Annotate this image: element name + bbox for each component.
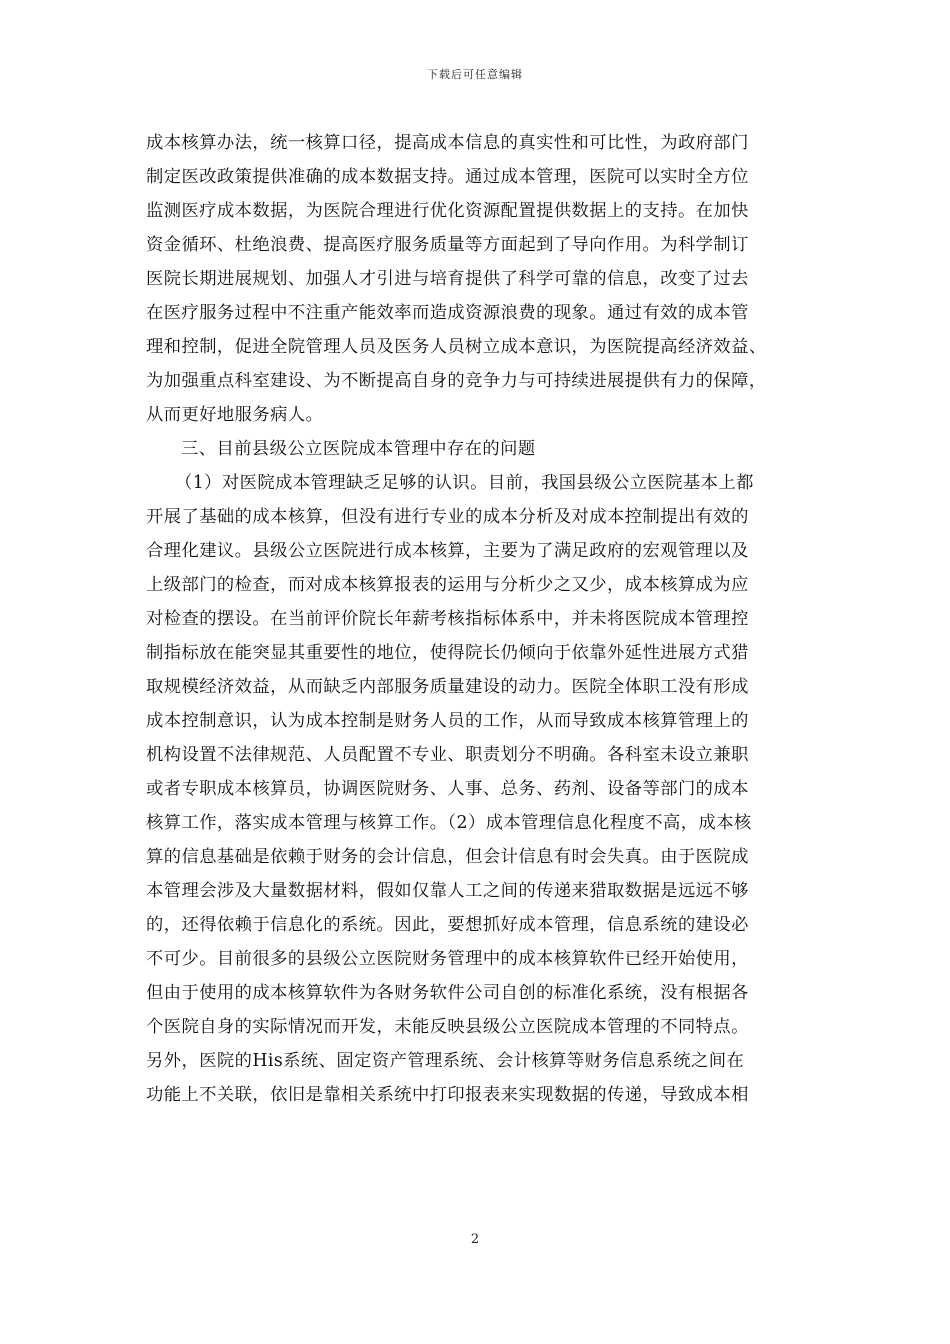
text-line: 成本控制意识，认为成本控制是财务人员的工作，从而导致成本核算管理上的 [146, 711, 749, 731]
text-line: 上级部门的检查，而对成本核算报表的运用与分析少之又少，成本核算成为应 [146, 575, 749, 595]
page-number: 2 [470, 1232, 480, 1247]
text-line: 的，还得依赖于信息化的系统。因此，要想抓好成本管理，信息系统的建设必 [146, 915, 749, 935]
text-line: 但由于使用的成本核算软件为各财务软件公司自创的标准化系统，没有根据各 [146, 983, 749, 1003]
text-line: 对检查的摆设。在当前评价院长年薪考核指标体系中，并未将医院成本管理控 [146, 609, 749, 629]
text-line: 另外，医院的His系统、固定资产管理系统、会计核算等财务信息系统之间在 [146, 1051, 745, 1071]
text-line: 核算工作，落实成本管理与核算工作。（2）成本管理信息化程度不高，成本核 [146, 813, 752, 833]
text-line: 或者专职成本核算员，协调医院财务、人事、总务、药剂、设备等部门的成本 [146, 779, 749, 799]
text-line: 机构设置不法律规范、人员配置不专业、职责划分不明确。各科室未设立兼职 [146, 745, 749, 765]
text-line: 本管理会涉及大量数据材料，假如仅靠人工之间的传递来猎取数据是远远不够 [146, 881, 749, 901]
text-line: 理和控制，促进全院管理人员及医务人员树立成本意识，为医院提高经济效益、 [146, 337, 767, 357]
text-line: （1）对医院成本管理缺乏足够的认识。目前，我国县级公立医院基本上都 [175, 473, 754, 493]
text-line: 功能上不关联，依旧是靠相关系统中打印报表来实现数据的传递，导致成本相 [146, 1085, 749, 1105]
text-line: 不可少。目前很多的县级公立医院财务管理中的成本核算软件已经开始使用， [146, 949, 749, 969]
text-line: 开展了基础的成本核算，但没有进行专业的成本分析及对成本控制提出有效的 [146, 507, 749, 527]
text-line: 算的信息基础是依赖于财务的会计信息，但会计信息有时会失真。由于医院成 [146, 847, 749, 867]
text-line: 个医院自身的实际情况而开发，未能反映县级公立医院成本管理的不同特点。 [146, 1017, 749, 1037]
text-line: 从而更好地服务病人。 [146, 405, 324, 425]
text-line: 资金循环、杜绝浪费、提高医疗服务质量等方面起到了导向作用。为科学制订 [146, 235, 749, 255]
text-line: 合理化建议。县级公立医院进行成本核算，主要为了满足政府的宏观管理以及 [146, 541, 749, 561]
text-line: 制指标放在能突显其重要性的地位，使得院长仍倾向于依靠外延性进展方式猎 [146, 643, 749, 663]
text-line: 制定医改政策提供准确的成本数据支持。通过成本管理，医院可以实时全方位 [146, 167, 749, 187]
text-line: 为加强重点科室建设、为不断提高自身的竞争力与可持续进展提供有力的保障， [146, 371, 767, 391]
text-line: 医院长期进展规划、加强人才引进与培育提供了科学可靠的信息，改变了过去 [146, 269, 749, 289]
page-header: 下载后可任意编辑 [427, 68, 523, 81]
text-line: 在医疗服务过程中不注重产能效率而造成资源浪费的现象。通过有效的成本管 [146, 303, 749, 323]
section-heading: 三、目前县级公立医院成本管理中存在的问题 [181, 439, 536, 459]
text-line: 成本核算办法，统一核算口径，提高成本信息的真实性和可比性，为政府部门 [146, 133, 749, 153]
text-line: 监测医疗成本数据，为医院合理进行优化资源配置提供数据上的支持。在加快 [146, 201, 749, 221]
text-line: 取规模经济效益，从而缺乏内部服务质量建设的动力。医院全体职工没有形成 [146, 677, 749, 697]
